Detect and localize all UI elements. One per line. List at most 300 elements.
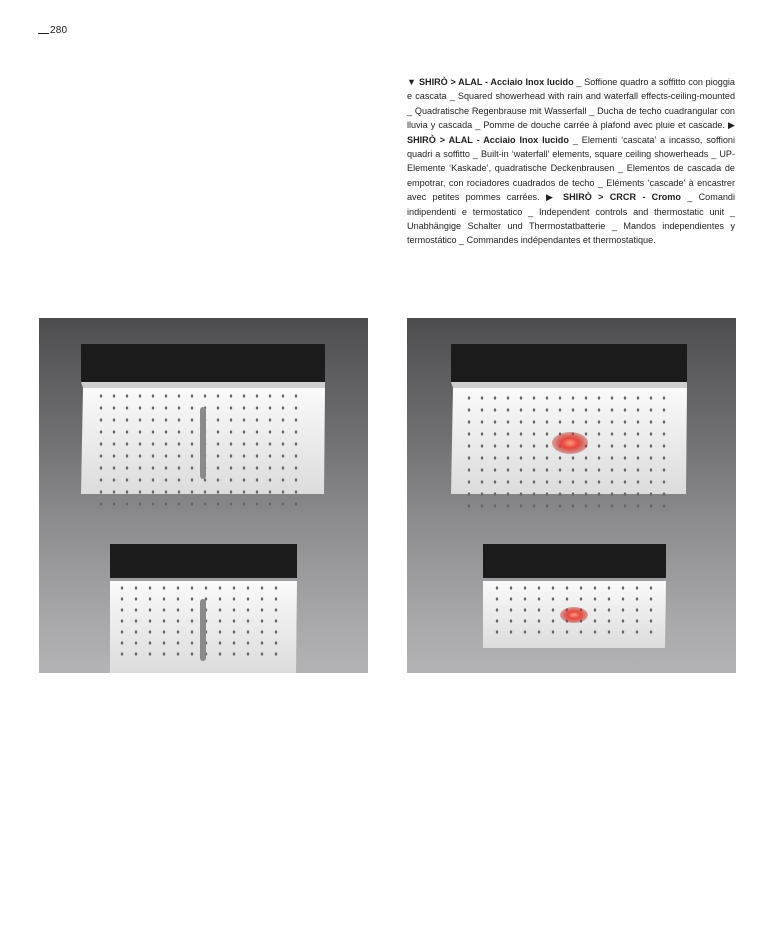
nozzle-hole xyxy=(230,394,232,397)
nozzle-hole xyxy=(275,652,277,655)
nozzle-hole xyxy=(135,608,137,611)
nozzle-hole xyxy=(217,454,219,457)
nozzle-hole xyxy=(496,586,498,589)
nozzle-hole xyxy=(152,454,154,457)
nozzle-hole xyxy=(637,420,639,423)
nozzle-hole xyxy=(178,430,180,433)
nozzle-hole xyxy=(611,504,613,507)
nozzle-hole xyxy=(243,490,245,493)
nozzle-hole xyxy=(585,420,587,423)
nozzle-hole xyxy=(177,630,179,633)
nozzle-hole xyxy=(275,608,277,611)
nozzle-hole xyxy=(524,597,526,600)
nozzle-hole xyxy=(624,456,626,459)
nozzle-hole xyxy=(204,478,206,481)
nozzle-hole xyxy=(191,466,193,469)
nozzle-hole xyxy=(219,652,221,655)
nozzle-hole xyxy=(219,597,221,600)
nozzle-hole xyxy=(256,478,258,481)
nozzle-hole xyxy=(282,466,284,469)
nozzle-hole xyxy=(243,466,245,469)
nozzle-hole xyxy=(580,597,582,600)
nozzle-hole xyxy=(546,408,548,411)
nozzle-hole xyxy=(247,608,249,611)
product-text-1: _ Soffione quadro a soffitto con pioggia e cascata _ Squared showerhead with rain and waterfall effects-ceiling-mounted _ Quadratische Regenbrause mit Wasserfall _ Ducha de techo cuadrangular con lluvia y cascada _ Pomme de douche carrée à plafond avec pluie et cascade. xyxy=(407,77,735,131)
nozzle-hole xyxy=(126,418,128,421)
nozzle-hole xyxy=(139,466,141,469)
nozzle-hole xyxy=(637,480,639,483)
nozzle-hole xyxy=(113,406,115,409)
nozzle-hole xyxy=(121,586,123,589)
nozzle-hole xyxy=(507,492,509,495)
nozzle-hole xyxy=(468,420,470,423)
nozzle-hole xyxy=(622,586,624,589)
nozzle-hole xyxy=(650,408,652,411)
nozzle-hole xyxy=(261,630,263,633)
nozzle-hole xyxy=(100,454,102,457)
nozzle-hole xyxy=(663,480,665,483)
nozzle-hole xyxy=(524,619,526,622)
nozzle-hole xyxy=(191,597,193,600)
product-description xyxy=(407,75,735,248)
nozzle-hole xyxy=(230,478,232,481)
product-heading-1: SHIRÒ > ALAL - Acciaio Inox lucido xyxy=(418,77,574,87)
nozzle-hole xyxy=(594,630,596,633)
arrow-down-icon: ▼ xyxy=(407,77,417,87)
waterfall-showerheads-photo xyxy=(39,318,368,673)
nozzle-hole xyxy=(650,608,652,611)
nozzle-hole xyxy=(165,478,167,481)
nozzle-hole xyxy=(663,408,665,411)
nozzle-hole xyxy=(494,468,496,471)
nozzle-hole xyxy=(481,504,483,507)
nozzle-hole xyxy=(149,597,151,600)
nozzle-hole xyxy=(650,468,652,471)
nozzle-hole xyxy=(546,468,548,471)
nozzle-hole xyxy=(650,630,652,633)
nozzle-hole xyxy=(261,586,263,589)
nozzle-hole xyxy=(178,502,180,505)
nozzle-hole xyxy=(520,396,522,399)
nozzle-hole xyxy=(520,456,522,459)
nozzle-hole xyxy=(243,394,245,397)
nozzle-hole xyxy=(256,430,258,433)
nozzle-hole xyxy=(650,504,652,507)
nozzle-hole xyxy=(611,480,613,483)
nozzle-hole xyxy=(139,430,141,433)
led-showerheads-photo xyxy=(407,318,736,673)
nozzle-hole xyxy=(139,490,141,493)
nozzle-hole xyxy=(269,394,271,397)
nozzle-hole xyxy=(113,490,115,493)
nozzle-hole xyxy=(256,466,258,469)
nozzle-hole xyxy=(177,641,179,644)
nozzle-hole xyxy=(533,504,535,507)
nozzle-hole xyxy=(546,420,548,423)
nozzle-hole xyxy=(636,619,638,622)
nozzle-hole xyxy=(559,468,561,471)
nozzle-hole xyxy=(611,492,613,495)
nozzle-hole xyxy=(494,444,496,447)
nozzle-hole xyxy=(163,608,165,611)
nozzle-hole xyxy=(663,396,665,399)
nozzle-hole xyxy=(598,456,600,459)
nozzle-hole xyxy=(650,396,652,399)
nozzle-hole xyxy=(269,454,271,457)
nozzle-hole xyxy=(100,478,102,481)
nozzle-hole xyxy=(282,430,284,433)
nozzle-hole xyxy=(269,406,271,409)
nozzle-hole xyxy=(100,430,102,433)
nozzle-hole xyxy=(494,480,496,483)
nozzle-hole xyxy=(533,408,535,411)
nozzle-hole xyxy=(663,420,665,423)
nozzle-hole xyxy=(546,444,548,447)
nozzle-hole xyxy=(481,396,483,399)
nozzle-hole xyxy=(496,630,498,633)
nozzle-hole xyxy=(121,630,123,633)
nozzle-hole xyxy=(177,652,179,655)
nozzle-hole xyxy=(178,442,180,445)
nozzle-hole xyxy=(624,492,626,495)
nozzle-hole xyxy=(275,641,277,644)
nozzle-hole xyxy=(637,408,639,411)
nozzle-hole xyxy=(637,504,639,507)
nozzle-hole xyxy=(269,442,271,445)
nozzle-hole xyxy=(636,586,638,589)
nozzle-hole xyxy=(533,480,535,483)
nozzle-hole xyxy=(149,619,151,622)
nozzle-hole xyxy=(113,454,115,457)
nozzle-hole xyxy=(191,418,193,421)
nozzle-hole xyxy=(256,502,258,505)
nozzle-hole xyxy=(624,420,626,423)
nozzle-hole xyxy=(494,396,496,399)
nozzle-hole xyxy=(510,608,512,611)
nozzle-hole xyxy=(269,466,271,469)
product-heading-2: SHIRÒ > ALAL - Acciaio Inox lucido xyxy=(407,134,569,145)
nozzle-hole xyxy=(126,478,128,481)
nozzle-hole xyxy=(261,652,263,655)
nozzle-hole xyxy=(507,480,509,483)
nozzle-hole xyxy=(100,442,102,445)
nozzle-hole xyxy=(546,504,548,507)
nozzle-hole xyxy=(126,394,128,397)
arrow-right-icon: ▶ xyxy=(728,120,735,131)
nozzle-hole xyxy=(100,406,102,409)
nozzle-hole xyxy=(295,478,297,481)
nozzle-hole xyxy=(594,608,596,611)
nozzle-hole xyxy=(113,442,115,445)
nozzle-hole xyxy=(663,504,665,507)
nozzle-hole xyxy=(152,430,154,433)
nozzle-hole xyxy=(243,454,245,457)
nozzle-hole xyxy=(230,406,232,409)
nozzle-hole xyxy=(243,442,245,445)
nozzle-hole xyxy=(205,586,207,589)
nozzle-hole xyxy=(191,454,193,457)
nozzle-hole xyxy=(100,502,102,505)
nozzle-hole xyxy=(295,466,297,469)
nozzle-hole xyxy=(636,630,638,633)
nozzle-hole xyxy=(496,619,498,622)
nozzle-hole xyxy=(608,597,610,600)
nozzle-hole xyxy=(468,444,470,447)
nozzle-hole xyxy=(152,466,154,469)
page-number-dash xyxy=(38,33,49,34)
nozzle-hole xyxy=(135,597,137,600)
nozzle-hole xyxy=(559,456,561,459)
nozzle-hole xyxy=(622,619,624,622)
nozzle-hole xyxy=(572,396,574,399)
nozzle-hole xyxy=(481,492,483,495)
showerhead-bevel-top xyxy=(451,382,687,388)
nozzle-hole xyxy=(663,444,665,447)
nozzle-hole xyxy=(282,490,284,493)
nozzle-hole xyxy=(552,608,554,611)
nozzle-hole xyxy=(247,586,249,589)
nozzle-hole xyxy=(113,394,115,397)
nozzle-hole xyxy=(217,442,219,445)
nozzle-hole xyxy=(637,468,639,471)
nozzle-hole xyxy=(100,394,102,397)
nozzle-hole xyxy=(121,597,123,600)
nozzle-hole xyxy=(585,480,587,483)
nozzle-hole xyxy=(126,490,128,493)
nozzle-hole xyxy=(165,454,167,457)
nozzle-hole xyxy=(608,630,610,633)
nozzle-hole xyxy=(256,406,258,409)
nozzle-hole xyxy=(243,430,245,433)
nozzle-hole xyxy=(230,466,232,469)
nozzle-hole xyxy=(533,420,535,423)
nozzle-hole xyxy=(126,454,128,457)
nozzle-hole xyxy=(152,394,154,397)
nozzle-hole xyxy=(468,408,470,411)
waterfall-slot-bottom xyxy=(200,599,206,661)
nozzle-hole xyxy=(496,597,498,600)
nozzle-hole xyxy=(637,444,639,447)
showerhead-housing-bottom xyxy=(110,544,297,578)
nozzle-hole xyxy=(468,468,470,471)
nozzle-hole xyxy=(663,492,665,495)
nozzle-hole xyxy=(507,456,509,459)
nozzle-hole xyxy=(177,608,179,611)
nozzle-hole xyxy=(269,490,271,493)
nozzle-hole xyxy=(510,630,512,633)
nozzle-hole xyxy=(650,492,652,495)
nozzle-hole xyxy=(663,468,665,471)
nozzle-hole xyxy=(165,406,167,409)
nozzle-hole xyxy=(572,504,574,507)
nozzle-hole xyxy=(559,396,561,399)
nozzle-hole xyxy=(219,586,221,589)
nozzle-hole xyxy=(191,442,193,445)
nozzle-hole xyxy=(243,418,245,421)
nozzle-hole xyxy=(594,597,596,600)
nozzle-hole xyxy=(165,418,167,421)
showerhead-housing-bottom xyxy=(483,544,666,578)
nozzle-hole xyxy=(191,652,193,655)
nozzle-hole xyxy=(533,468,535,471)
nozzle-hole xyxy=(546,480,548,483)
nozzle-hole xyxy=(520,408,522,411)
nozzle-hole xyxy=(233,619,235,622)
nozzle-hole xyxy=(538,586,540,589)
nozzle-hole xyxy=(135,652,137,655)
nozzle-hole xyxy=(100,490,102,493)
nozzle-hole xyxy=(538,630,540,633)
nozzle-hole xyxy=(191,502,193,505)
nozzle-hole xyxy=(594,586,596,589)
nozzle-hole xyxy=(552,619,554,622)
nozzle-hole xyxy=(481,468,483,471)
nozzle-hole xyxy=(256,394,258,397)
nozzle-hole xyxy=(233,630,235,633)
nozzle-hole xyxy=(636,608,638,611)
nozzle-hole xyxy=(552,597,554,600)
nozzle-hole xyxy=(295,442,297,445)
nozzle-hole xyxy=(275,630,277,633)
nozzle-hole xyxy=(637,456,639,459)
nozzle-hole xyxy=(191,406,193,409)
nozzle-hole xyxy=(559,504,561,507)
nozzle-hole xyxy=(233,597,235,600)
nozzle-hole xyxy=(507,444,509,447)
nozzle-hole xyxy=(163,652,165,655)
nozzle-hole xyxy=(113,430,115,433)
nozzle-hole xyxy=(585,492,587,495)
nozzle-hole xyxy=(598,468,600,471)
nozzle-hole xyxy=(139,418,141,421)
nozzle-hole xyxy=(230,454,232,457)
nozzle-hole xyxy=(256,490,258,493)
nozzle-hole xyxy=(165,394,167,397)
nozzle-hole xyxy=(533,456,535,459)
nozzle-hole xyxy=(219,608,221,611)
nozzle-hole xyxy=(269,430,271,433)
nozzle-hole xyxy=(510,597,512,600)
waterfall-slot-top xyxy=(200,407,206,479)
nozzle-hole xyxy=(126,502,128,505)
nozzle-hole xyxy=(217,490,219,493)
nozzle-hole xyxy=(217,394,219,397)
nozzle-hole xyxy=(163,597,165,600)
nozzle-hole xyxy=(507,408,509,411)
nozzle-hole xyxy=(177,586,179,589)
nozzle-hole xyxy=(624,480,626,483)
nozzle-hole xyxy=(546,432,548,435)
nozzle-hole xyxy=(139,454,141,457)
nozzle-hole xyxy=(233,652,235,655)
product-text-3: _ Comandi indipendenti e termostatico _ Independent controls and thermostatic unit _ Unabhängige Schalter und Thermostatbatterie _ Mandos independientes y termostático _ Commandes indépendantes et thermostatique. xyxy=(407,192,736,246)
nozzle-hole xyxy=(624,432,626,435)
nozzle-hole xyxy=(230,502,232,505)
page-number-text: 280 xyxy=(50,25,68,36)
nozzle-hole xyxy=(566,630,568,633)
nozzle-hole xyxy=(538,619,540,622)
nozzle-hole xyxy=(230,430,232,433)
nozzle-hole xyxy=(481,420,483,423)
nozzle-hole xyxy=(269,418,271,421)
nozzle-hole xyxy=(191,608,193,611)
nozzle-hole xyxy=(152,478,154,481)
nozzle-hole xyxy=(113,418,115,421)
nozzle-hole xyxy=(585,468,587,471)
nozzle-hole xyxy=(152,502,154,505)
nozzle-hole xyxy=(121,652,123,655)
nozzle-hole xyxy=(538,608,540,611)
nozzle-hole xyxy=(533,432,535,435)
nozzle-hole xyxy=(559,408,561,411)
nozzle-hole xyxy=(572,420,574,423)
nozzle-hole xyxy=(585,504,587,507)
nozzle-hole xyxy=(494,504,496,507)
nozzle-hole xyxy=(149,630,151,633)
nozzle-hole xyxy=(247,597,249,600)
nozzle-hole xyxy=(572,468,574,471)
nozzle-hole xyxy=(191,619,193,622)
nozzle-hole xyxy=(650,480,652,483)
nozzle-hole xyxy=(149,652,151,655)
nozzle-hole xyxy=(126,466,128,469)
nozzle-hole xyxy=(113,502,115,505)
nozzle-hole xyxy=(282,418,284,421)
nozzle-hole xyxy=(191,641,193,644)
nozzle-hole xyxy=(650,456,652,459)
nozzle-hole xyxy=(139,442,141,445)
led-light-top xyxy=(552,432,588,454)
nozzle-hole xyxy=(611,444,613,447)
nozzle-hole xyxy=(552,586,554,589)
nozzle-hole xyxy=(204,490,206,493)
nozzle-hole xyxy=(507,504,509,507)
nozzle-hole xyxy=(261,597,263,600)
nozzle-hole xyxy=(624,468,626,471)
nozzle-hole xyxy=(594,619,596,622)
nozzle-hole xyxy=(135,586,137,589)
nozzle-hole xyxy=(481,408,483,411)
nozzle-hole xyxy=(247,619,249,622)
nozzle-hole xyxy=(624,408,626,411)
nozzle-hole xyxy=(165,490,167,493)
nozzle-hole xyxy=(546,396,548,399)
nozzle-hole xyxy=(520,432,522,435)
nozzle-hole xyxy=(178,394,180,397)
nozzle-hole xyxy=(163,630,165,633)
nozzle-hole xyxy=(524,630,526,633)
nozzle-hole xyxy=(611,420,613,423)
nozzle-hole xyxy=(520,504,522,507)
nozzle-hole xyxy=(126,430,128,433)
nozzle-hole xyxy=(121,608,123,611)
nozzle-hole xyxy=(585,456,587,459)
nozzle-hole xyxy=(598,432,600,435)
nozzle-hole xyxy=(230,442,232,445)
nozzle-hole xyxy=(100,418,102,421)
nozzle-hole xyxy=(481,444,483,447)
nozzle-hole xyxy=(282,406,284,409)
nozzle-hole xyxy=(611,396,613,399)
nozzle-hole xyxy=(636,597,638,600)
nozzle-hole xyxy=(533,444,535,447)
nozzle-hole xyxy=(121,641,123,644)
nozzle-hole xyxy=(494,432,496,435)
product-heading-3: SHIRÒ > CRCR - Cromo xyxy=(563,192,681,203)
nozzle-hole xyxy=(650,586,652,589)
nozzle-hole xyxy=(663,456,665,459)
nozzle-hole xyxy=(135,619,137,622)
